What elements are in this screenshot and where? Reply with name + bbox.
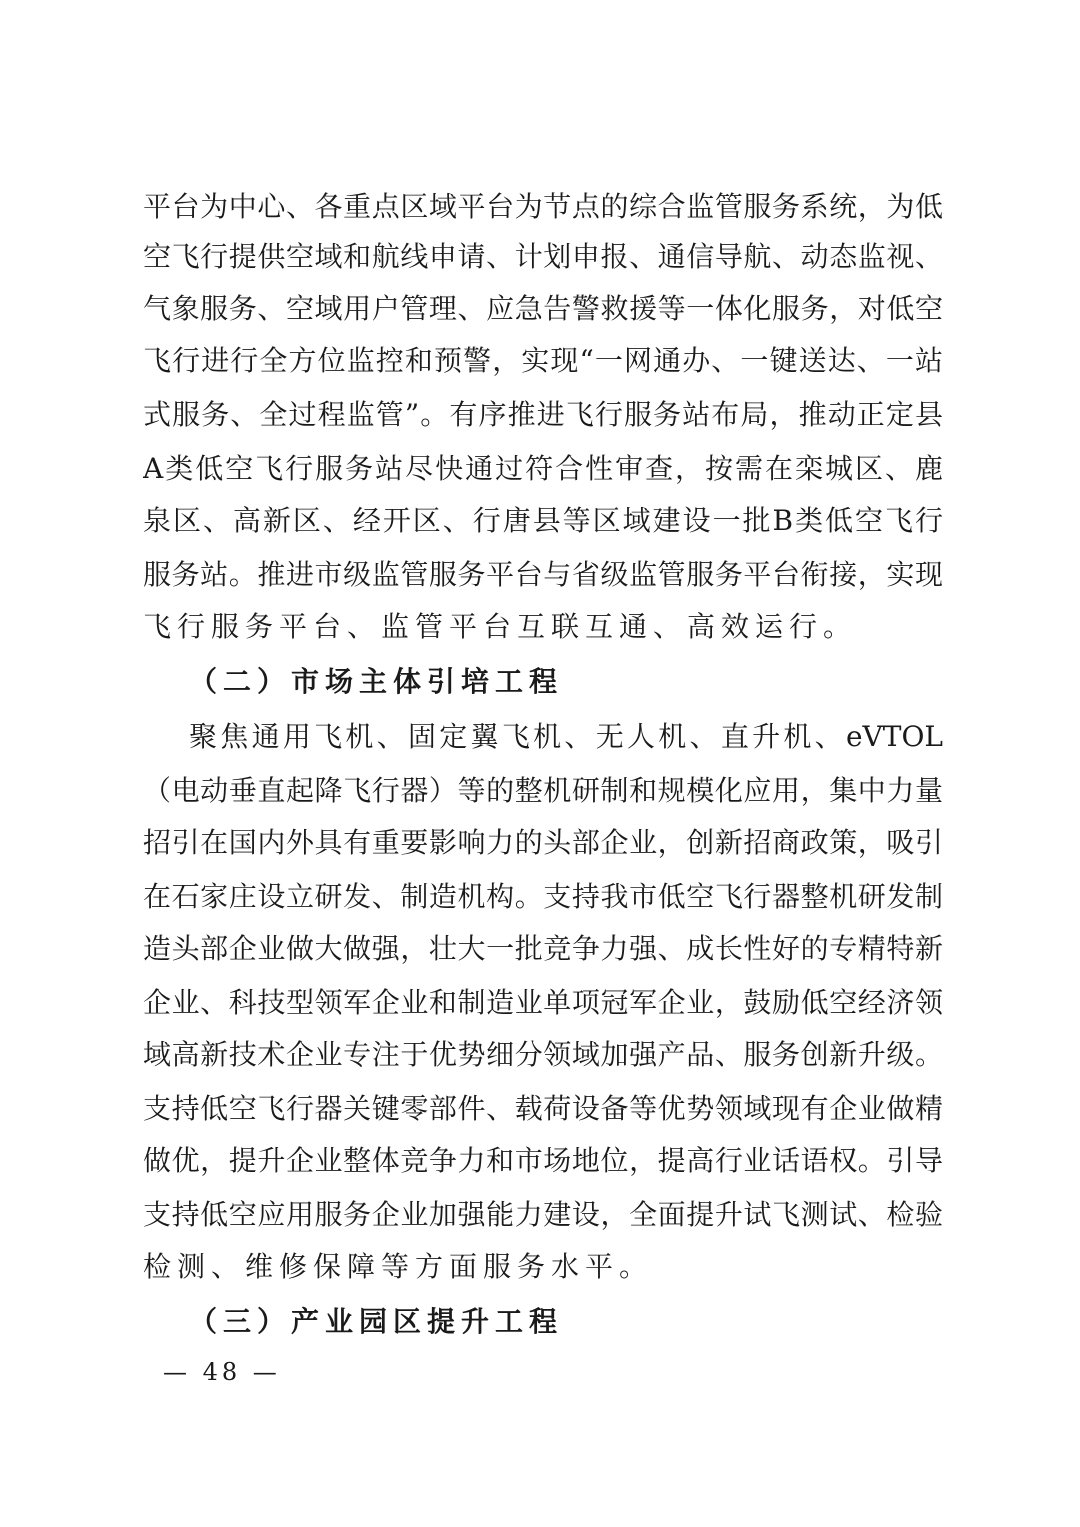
body-text-line: A类低空飞行服务站尽快通过符合性审查，按需在栾城区、鹿: [143, 452, 943, 485]
body-text-line: 造头部企业做大做强，壮大一批竞争力强、成长性好的专精特新: [143, 932, 943, 965]
body-text-line: 做优，提升企业整体竞争力和市场地位，提高行业话语权。引导: [143, 1144, 943, 1177]
body-text-line: 企业、科技型领军企业和制造业单项冠军企业，鼓励低空经济领: [143, 986, 943, 1019]
body-text-line: 飞行服务平台、监管平台互联互通、高效运行。: [143, 610, 858, 643]
body-text-line: 飞行进行全方位监控和预警，实现“一网通办、一键送达、一站: [143, 344, 943, 377]
page-number: — 48 —: [163, 1358, 281, 1386]
body-text-line: 式服务、全过程监管”。有序推进飞行服务站布局，推动正定县: [143, 398, 943, 431]
body-text-line: 泉区、高新区、经开区、行唐县等区域建设一批B类低空飞行: [143, 504, 943, 537]
body-text-line: 气象服务、空域用户管理、应急告警救援等一体化服务，对低空: [143, 292, 943, 325]
body-text-line: 域高新技术企业专注于优势细分领域加强产品、服务创新升级。: [143, 1038, 943, 1071]
section-heading: （二）市场主体引培工程: [189, 665, 564, 698]
body-text-line: 支持低空飞行器关键零部件、载荷设备等优势领域现有企业做精: [143, 1092, 943, 1125]
body-text-line: 聚焦通用飞机、固定翼飞机、无人机、直升机、eVTOL: [189, 720, 943, 753]
body-text-line: 平台为中心、各重点区域平台为节点的综合监管服务系统，为低: [143, 190, 943, 223]
body-text-line: 在石家庄设立研发、制造机构。支持我市低空飞行器整机研发制: [143, 880, 943, 913]
section-heading: （三）产业园区提升工程: [189, 1305, 564, 1338]
body-text-line: 服务站。推进市级监管服务平台与省级监管服务平台衔接，实现: [143, 558, 943, 591]
body-text-line: 招引在国内外具有重要影响力的头部企业，创新招商政策，吸引: [143, 826, 943, 859]
body-text-line: 检测、维修保障等方面服务水平。: [143, 1250, 654, 1283]
body-text-line: 支持低空应用服务企业加强能力建设，全面提升试飞测试、检验: [143, 1198, 943, 1231]
body-text-line: （电动垂直起降飞行器）等的整机研制和规模化应用，集中力量: [143, 774, 943, 807]
body-text-line: 空飞行提供空域和航线申请、计划申报、通信导航、动态监视、: [143, 240, 943, 273]
